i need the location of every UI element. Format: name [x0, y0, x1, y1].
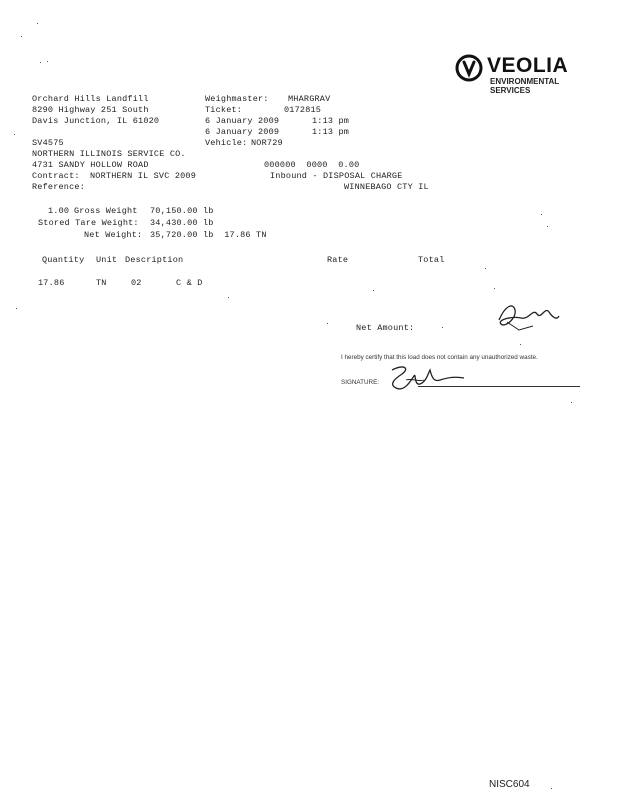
col-description: Description — [125, 255, 184, 265]
vehicle-label: Vehicle: — [205, 138, 248, 148]
customer-address: 4731 SANDY HOLLOW ROAD — [32, 160, 149, 170]
tare-label: Stored Tare Weight: — [38, 218, 139, 228]
row-quantity: 17.86 — [38, 278, 65, 288]
col-total: Total — [418, 255, 445, 265]
handwritten-signature-icon — [384, 362, 474, 394]
weighmaster-value: MHARGRAV — [288, 94, 331, 104]
customer-id: SV4575 — [32, 138, 64, 148]
row-description: C & D — [176, 278, 203, 288]
net-value: 35,720.00 lb 17.86 TN — [150, 230, 267, 240]
time-in: 1:13 pm — [312, 116, 350, 126]
date-out: 6 January 2009 — [205, 127, 280, 137]
tare-value: 34,430.00 lb — [150, 218, 214, 228]
contract-label: Contract: — [32, 171, 80, 181]
weighmaster-label: Weighmaster: — [205, 94, 269, 104]
customer-name: NORTHERN ILLINOIS SERVICE CO. — [32, 149, 186, 159]
ticket-label: Ticket: — [205, 105, 243, 115]
time-out: 1:13 pm — [312, 127, 350, 137]
logo-sub-services: SERVICES — [490, 86, 531, 95]
logo-sub-environmental: ENVIRONMENTAL — [490, 77, 560, 86]
site-address-line2: Davis Junction, IL 61020 — [32, 116, 160, 126]
county: WINNEBAGO CTY IL — [344, 182, 429, 192]
gross-label: Gross Weight — [74, 206, 138, 216]
gross-value: 70,150.00 lb — [150, 206, 214, 216]
gross-prefix: 1.00 — [48, 206, 70, 216]
col-quantity: Quantity — [42, 255, 85, 265]
row-unit: TN — [96, 278, 107, 288]
net-amount-label: Net Amount: — [356, 323, 415, 333]
date-in: 6 January 2009 — [205, 116, 280, 126]
site-name: Orchard Hills Landfill — [32, 94, 149, 104]
veolia-logo-mark-icon — [455, 54, 483, 82]
signature-label: SIGNATURE: — [341, 379, 380, 386]
col-unit: Unit — [96, 255, 118, 265]
net-label: Net Weight: — [84, 230, 143, 240]
initials-signature-icon — [493, 298, 561, 334]
col-rate: Rate — [327, 255, 349, 265]
certification-text: I hereby certify that this load does not contain any unauthorized waste. — [341, 354, 538, 361]
vehicle-value: NOR729 — [251, 138, 283, 148]
ticket-value: 0172815 — [284, 105, 322, 115]
veolia-logo — [455, 52, 590, 102]
reference-label: Reference: — [32, 182, 86, 192]
inbound-charge: Inbound - DISPOSAL CHARGE — [270, 171, 403, 181]
row-code: 02 — [131, 278, 142, 288]
footer-code: NISC604 — [489, 779, 530, 790]
account-code: 000000 0000 0.00 — [264, 160, 360, 170]
site-address-line1: 8290 Highway 251 South — [32, 105, 149, 115]
logo-name: VEOLIA — [487, 54, 569, 77]
contract-value: NORTHERN IL SVC 2009 — [90, 171, 197, 181]
